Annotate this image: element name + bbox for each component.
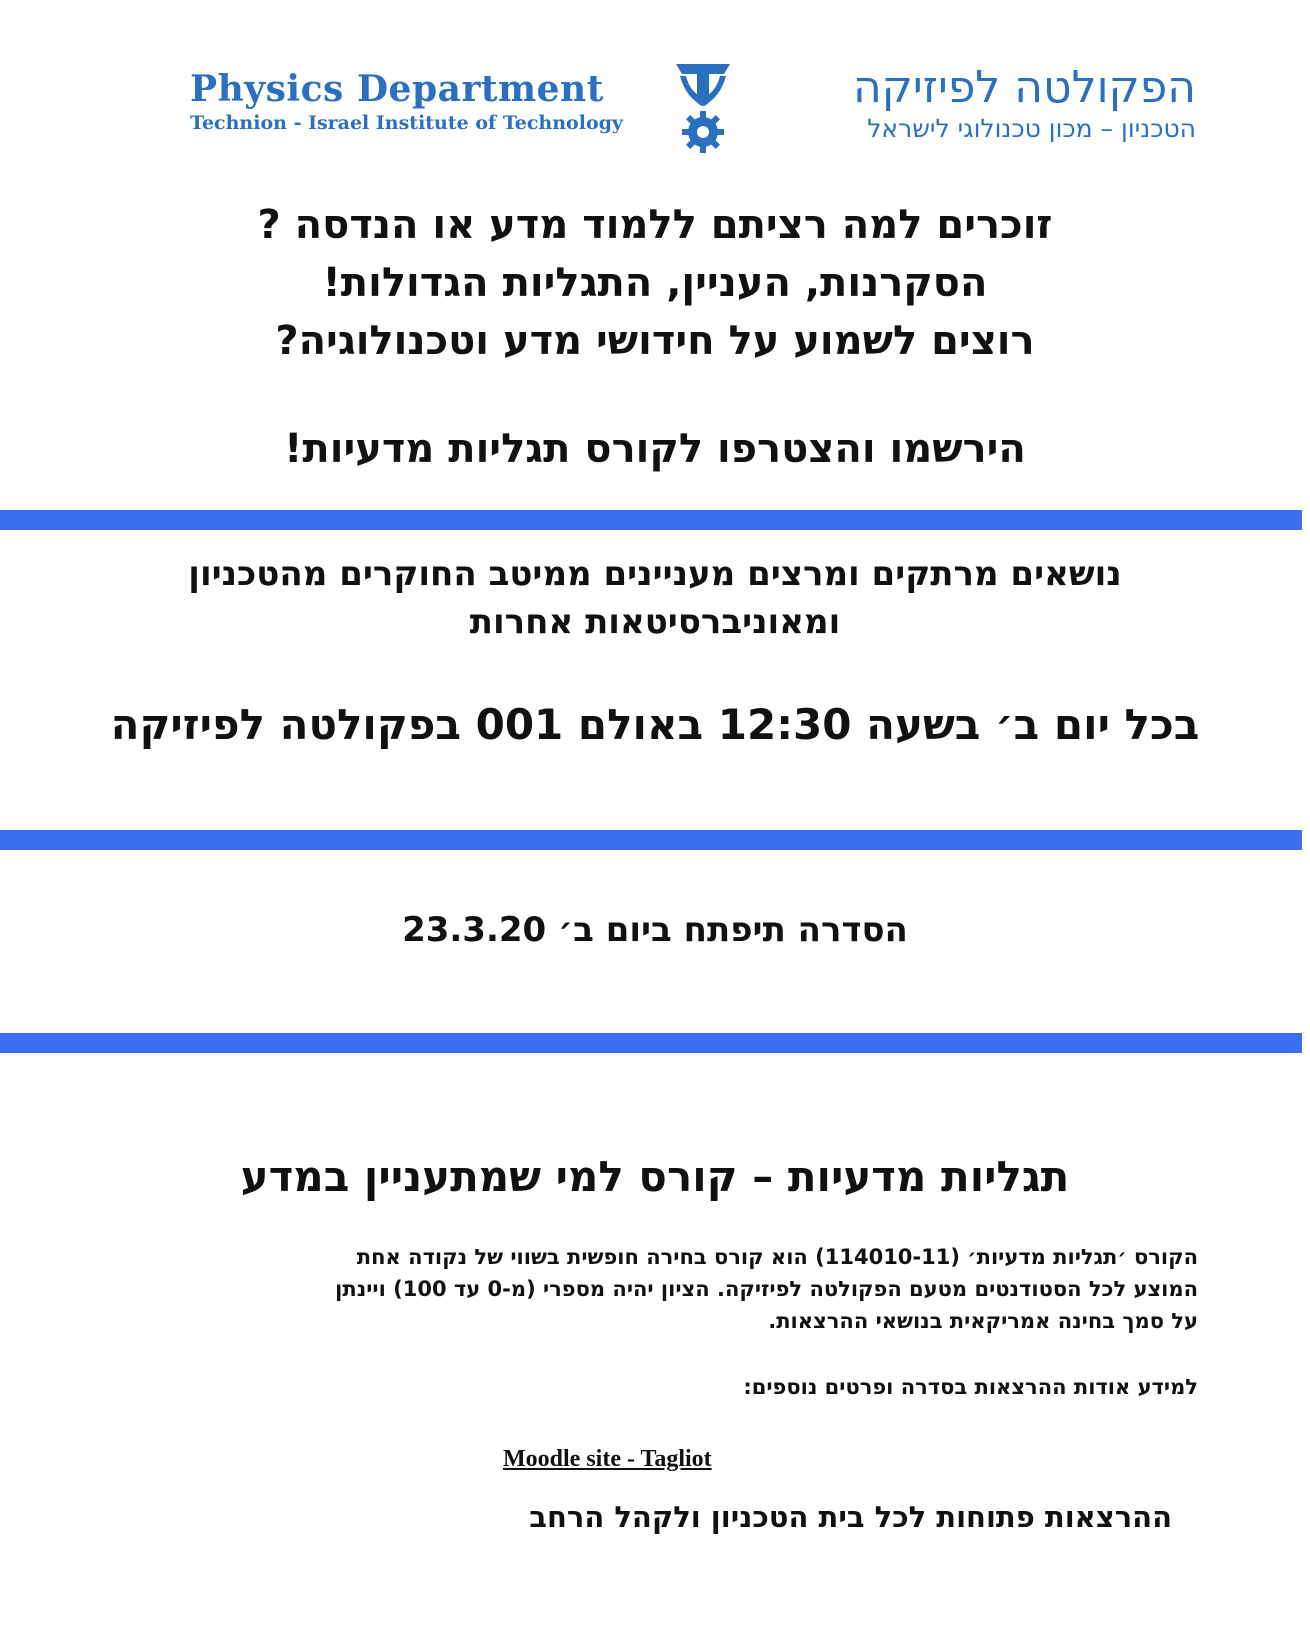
divider-bar-2: [0, 830, 1302, 850]
open-lectures-line: ההרצאות פתוחות לכל בית הטכניון ולקהל הרחב: [529, 1500, 1172, 1534]
course-title: תגליות מדעיות – קורס למי שמתעניין במדע: [240, 1152, 1070, 1201]
course-description-line-1: הקורס ׳תגליות מדעיות׳ (114010-11) הוא קורס בחירה חופשית בשווי של נקודה אחת: [356, 1245, 1198, 1269]
intro-line-3: רוצים לשמוע על חידושי מדע וטכנולוגיה?: [275, 318, 1035, 364]
schedule-line: בכל יום ב׳ בשעה 12:30 באולם 001 בפקולטה לפיזיקה: [110, 700, 1200, 749]
course-description-line-3: על סמך בחינה אמריקאית בנושאי ההרצאות.: [768, 1309, 1198, 1333]
opening-date-line: הסדרה תיפתח ביום ב׳ 23.3.20: [402, 910, 908, 950]
english-institute-subtitle: Technion - Israel Institute of Technology: [190, 112, 623, 134]
more-info-line: למידע אודות ההרצאות בסדרה ופרטים נוספים:: [743, 1375, 1198, 1399]
divider-bar-1: [0, 510, 1302, 530]
divider-bar-3: [0, 1033, 1302, 1053]
call-to-action: הירשמו והצטרפו לקורס תגליות מדעיות!: [284, 426, 1026, 472]
intro-line-2: הסקרנות, העניין, התגליות הגדולות!: [322, 260, 988, 306]
moodle-site-link[interactable]: Moodle site - Tagliot: [503, 1446, 712, 1472]
topics-line-2: ומאוניברסיטאות אחרות: [469, 602, 841, 642]
english-department-title: Physics Department: [190, 68, 604, 110]
course-description-line-2: המוצע לכל הסטודנטים מטעם הפקולטה לפיזיקה. הציון יהיה מספרי (מ-0 עד 100) ויינתן: [335, 1277, 1198, 1301]
intro-line-1: זוכרים למה רציתם ללמוד מדע או הנדסה ?: [257, 202, 1053, 248]
hebrew-faculty-title: הפקולטה לפיזיקה: [852, 62, 1196, 113]
technion-emblem-icon: [668, 58, 738, 154]
topics-line-1: נושאים מרתקים ומרצים מעניינים ממיטב החוקרים מהטכניון: [188, 554, 1122, 594]
hebrew-institute-subtitle: הטכניון – מכון טכנולוגי לישראל: [867, 114, 1196, 143]
